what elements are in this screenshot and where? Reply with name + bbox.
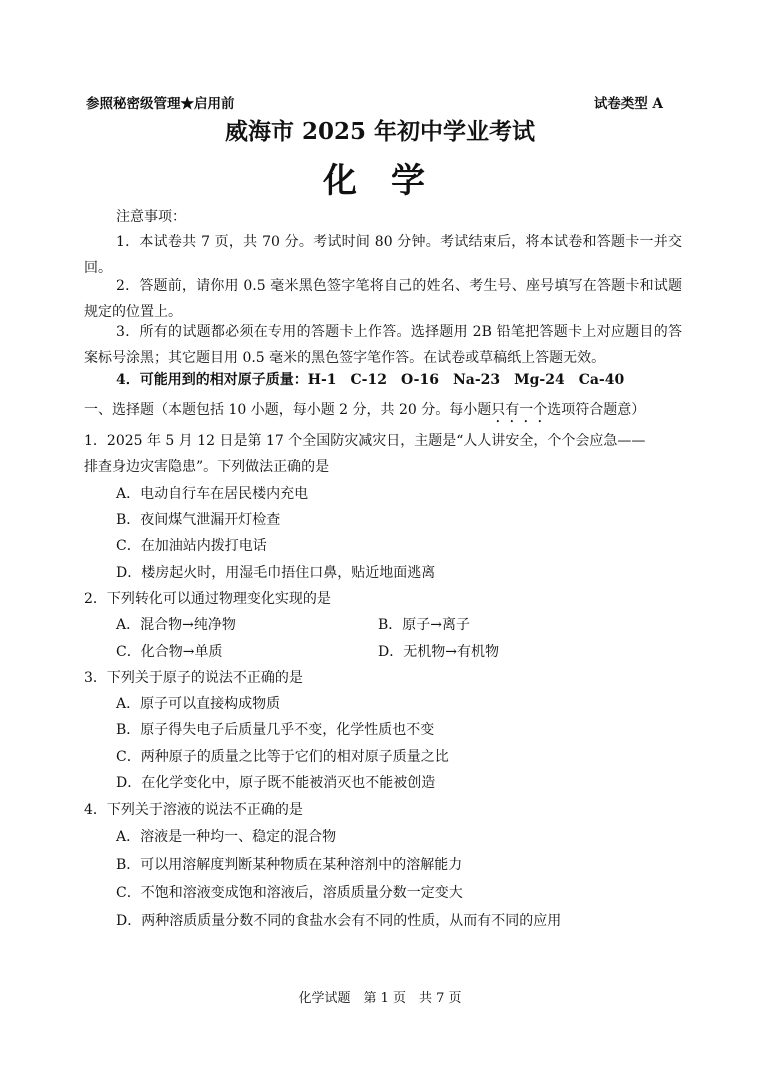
question-1-stem-line-2: 排查身边灾害隐患”。下列做法正确的是 (84, 459, 330, 475)
notice-item-4: 4．可能用到的相对原子质量：H-1 C-12 O-16 Na-23 Mg-24 Ca-40 (116, 372, 625, 388)
notice-item-3: 3．所有的试题都必须在专用的答题卡上作答。选择题用 2B 铅笔把答题卡上对应题目的答案标号涂黑；其它题目用 0.5 毫米的黑色签字笔作答。在试卷或草稿纸上答题无效。 (84, 324, 682, 366)
question-3-stem: 3．下列关于原子的说法不正确的是 (84, 670, 303, 686)
question-4-option-a: A．溶液是一种均一、稳定的混合物 (116, 829, 337, 845)
question-4-stem: 4．下列关于溶液的说法不正确的是 (84, 802, 303, 818)
notice-item-2: 2．答题前，请你用 0.5 毫米黑色签字笔将自己的姓名、考生号、座号填写在答题卡和试题规定的位置上。 (84, 278, 682, 320)
page-footer: 化学试题 第 1 页 共 7 页 (298, 991, 462, 1006)
question-3-option-b: B．原子得失电子后质量几乎不变，化学性质也不变 (116, 722, 435, 738)
question-2-option-a: A．混合物→纯净物 (116, 617, 236, 633)
question-2-stem: 2．下列转化可以通过物理变化实现的是 (84, 591, 331, 607)
question-4-option-c: C．不饱和溶液变成饱和溶液后，溶质质量分数一定变大 (116, 885, 463, 901)
question-3-option-c: C．两种原子的质量之比等于它们的相对原子质量之比 (116, 749, 449, 765)
section-heading-emphasis: 只有一个 (491, 402, 548, 418)
question-2-option-c: C．化合物→单质 (116, 644, 223, 660)
question-1-option-d: D．楼房起火时，用湿毛巾捂住口鼻，贴近地面逃离 (116, 565, 436, 581)
question-2-option-b: B．原子→离子 (378, 617, 471, 633)
exam-title: 威海市 2025 年初中学业考试 (224, 118, 536, 145)
question-1-option-b: B．夜间煤气泄漏开灯检查 (116, 512, 281, 528)
section-heading (84, 400, 645, 426)
question-1-stem-line-1: 1．2025 年 5 月 12 日是第 17 个全国防灾减灾日，主题是“人人讲安全，个个会应急—— (84, 433, 646, 449)
question-1-option-c: C．在加油站内拨打电话 (116, 538, 267, 554)
question-3-option-a: A．原子可以直接构成物质 (116, 696, 281, 712)
section-heading-pre: 一、选择题（本题包括 10 小题，每小题 2 分，共 20 分。每小题 (84, 402, 492, 418)
question-2-option-d: D．无机物→有机物 (378, 644, 499, 660)
question-4-option-d: D．两种溶质质量分数不同的食盐水会有不同的性质，从而有不同的应用 (116, 913, 562, 929)
subject-title: 化学 (323, 161, 459, 201)
question-3-option-d: D．在化学变化中，原子既不能被消灭也不能被创造 (116, 775, 436, 791)
question-4-option-b: B．可以用溶解度判断某种物质在某种溶剂中的溶解能力 (116, 857, 463, 873)
section-heading-post: 选项符合题意） (547, 402, 646, 418)
paper-type-label: 试卷类型 A (593, 96, 663, 112)
notice-heading: 注意事项： (116, 209, 186, 225)
notice-item-1: 1．本试卷共 7 页，共 70 分。考试时间 80 分钟。考试结束后，将本试卷和答题卡一并交回。 (84, 234, 682, 276)
confidentiality-label: 参照秘密级管理★启用前 (86, 96, 235, 112)
question-1-option-a: A．电动自行车在居民楼内充电 (116, 486, 309, 502)
